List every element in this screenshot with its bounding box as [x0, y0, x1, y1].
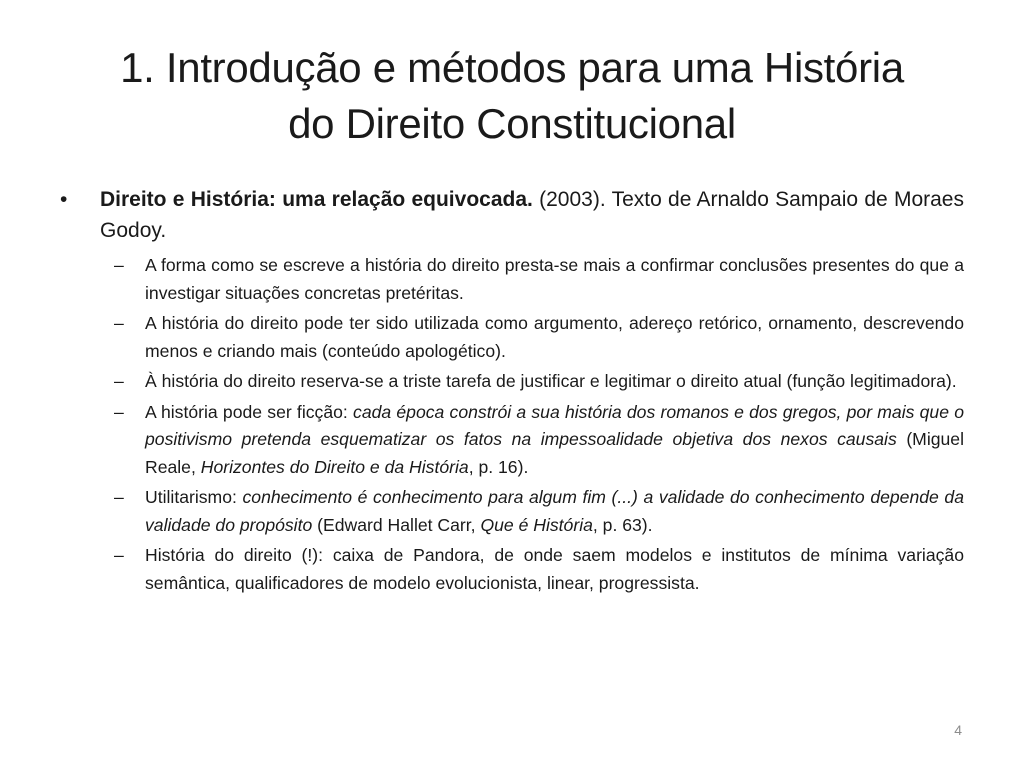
slide-title-line-2: do Direito Constitucional: [288, 100, 736, 147]
quote-italic: cada época constrói a sua história dos romanos e dos gregos, por mais que o positivismo pretenda esquematizar os fatos na impessoalidade objetiva dos nexos causais: [145, 401, 965, 449]
sub-bullet-4: [60, 399, 964, 482]
sub-bullet-6: [60, 542, 964, 597]
dash-marker: –: [114, 255, 124, 275]
sub-bullet-2: [60, 310, 964, 365]
page-number: 4: [954, 722, 962, 738]
citation-suffix: , p. 63).: [592, 514, 653, 535]
book-title-italic: Que é História: [480, 514, 593, 535]
citation-text: (Miguel Reale,: [145, 429, 965, 477]
dash-marker: –: [114, 545, 124, 565]
slide-content: [60, 184, 964, 600]
dash-marker: –: [114, 313, 124, 333]
dash-marker: –: [114, 487, 124, 507]
sub-bullet-prefix: A história pode ser ficção:: [145, 401, 354, 422]
citation-text: (Edward Hallet Carr,: [312, 514, 481, 535]
sub-bullet-text: A forma como se escreve a história do direito presta-se mais a confirmar conclusões presentes do que a investigar situações concretas pretéritas.: [145, 255, 964, 303]
slide-title: [40, 40, 984, 152]
book-title-italic: Horizontes do Direito e da História: [200, 456, 469, 477]
sub-bullet-5: [60, 484, 964, 539]
main-bullet-text: (2003). Texto de Arnaldo Sampaio de Moraes Godoy.: [100, 188, 964, 242]
main-bullet-bold-text: Direito e História: uma relação equivocada.: [100, 188, 533, 211]
citation-suffix: , p. 16).: [468, 456, 529, 477]
sub-bullet-3: [60, 368, 964, 396]
main-bullet: [60, 184, 964, 246]
sub-bullet-1: [60, 252, 964, 307]
quote-italic: conhecimento é conhecimento para algum fim (...) a validade do conhecimento depende da validade do propósito: [145, 487, 964, 535]
slide-title-line-1: 1. Introdução e métodos para uma História: [120, 44, 904, 91]
dash-marker: –: [114, 401, 124, 422]
dash-marker: –: [114, 371, 124, 391]
sub-bullet-list: [60, 252, 964, 597]
sub-bullet-text: História do direito (!): caixa de Pandora, de onde saem modelos e institutos de mínima variação semântica, qualificadores de modelo evolucionista, linear, progressista.: [145, 545, 964, 593]
sub-bullet-text: À história do direito reserva-se a triste tarefa de justificar e legitimar o direito atual (função legitimadora).: [145, 371, 957, 391]
sub-bullet-prefix: Utilitarismo:: [145, 487, 243, 507]
sub-bullet-text: A história do direito pode ter sido utilizada como argumento, adereço retórico, ornamento, descrevendo menos e criando mais (conteúdo apologético).: [145, 313, 964, 361]
bullet-marker: •: [60, 188, 68, 211]
